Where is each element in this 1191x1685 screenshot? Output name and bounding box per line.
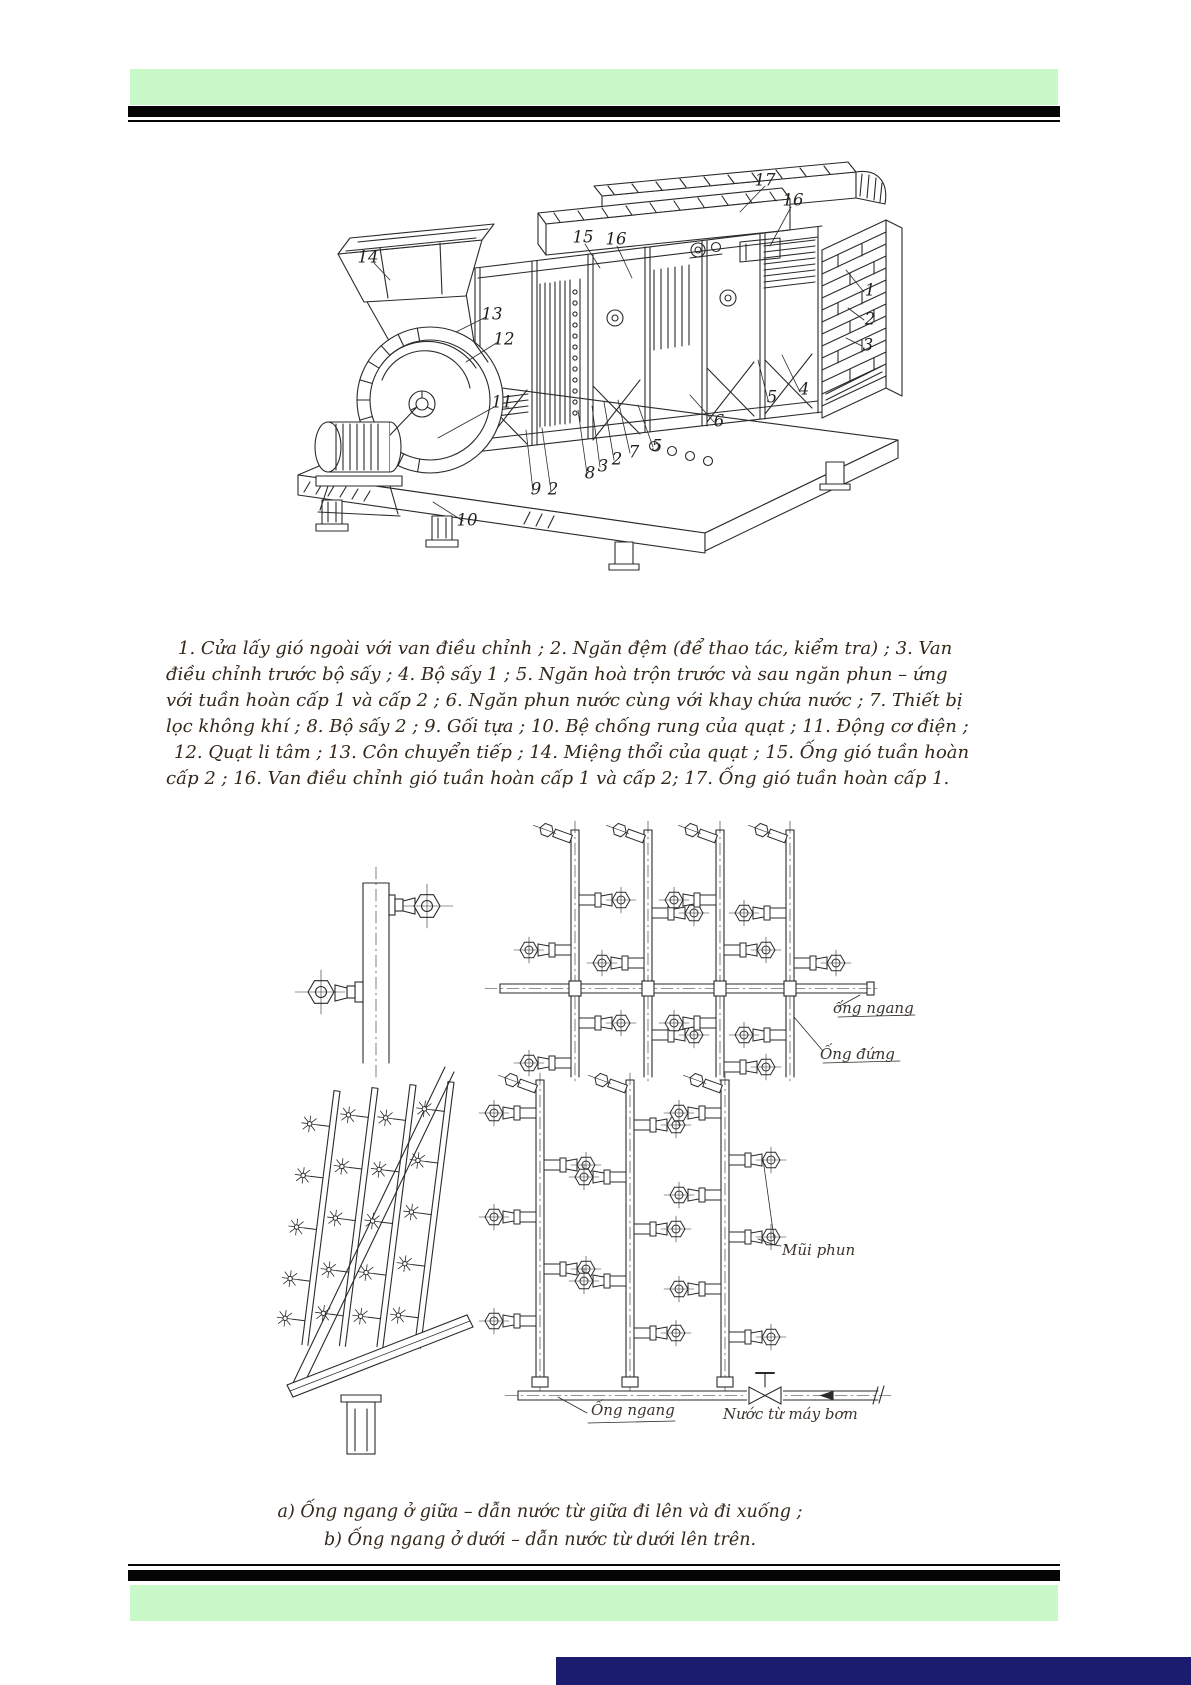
figure-spray-pipes-bottom [275,1065,935,1465]
part-number-callout: 2 [547,479,559,499]
part-number-callout: 6 [713,411,725,431]
part-number-callout: 12 [493,329,515,349]
figure-caption-ab [140,1498,940,1554]
pipe-label: ống ngang [833,999,914,1017]
part-number-callout: 16 [605,229,627,249]
caption-line-a: a) Ống ngang ở giữa – dẫn nước từ giữa đi lên và đi xuống ; [277,1502,803,1522]
part-number-callout: 14 [357,247,379,267]
part-number-callout: 3 [597,456,609,476]
pipe-label: Mũi phun [782,1241,856,1259]
part-number-callout: 13 [481,304,503,324]
top-black-rule [128,106,1060,117]
bottom-green-rule [130,1585,1058,1621]
figure-air-handling-unit [270,150,910,580]
part-number-callout: 9 [530,479,542,499]
bottom-navy-bar [556,1657,1191,1685]
part-number-callout: 17 [754,170,776,190]
caption-line: 12. Quạt li tâm ; 13. Côn chuyển tiếp ; 14. Miệng thổi của quạt ; 15. Ống gió tuần hoàn [174,742,970,763]
part-number-callout: 2 [864,309,876,329]
bottom-thin-rule [128,1564,1060,1566]
top-thin-rule [128,120,1060,122]
caption-line-b: b) Ống ngang ở dưới – dẫn nước từ dưới lên trên. [323,1530,757,1550]
part-number-callout: 2 [611,449,623,469]
part-number-callout: 10 [456,510,478,530]
pipe-label: Nước từ máy bơm [723,1405,858,1423]
caption-line: điều chỉnh trước bộ sấy ; 4. Bộ sấy 1 ; 5. Ngăn hoà trộn trước và sau ngăn phun – ứng [166,664,948,685]
part-number-callout: 5 [651,436,663,456]
figure-spray-pipes-middle [275,805,935,1105]
part-number-callout: 5 [766,387,778,407]
pipe-label: Ống ngang [591,1401,675,1419]
bottom-black-rule [128,1570,1060,1581]
part-number-callout: 8 [584,463,596,483]
pipe-label: Ống đứng [820,1045,895,1063]
part-number-callout: 11 [491,392,513,412]
top-green-rule [130,69,1058,105]
part-number-callout: 1 [864,280,876,300]
caption-line: với tuần hoàn cấp 1 và cấp 2 ; 6. Ngăn phun nước cùng với khay chứa nước ; 7. Thiết bị [166,690,963,711]
caption-line: lọc không khí ; 8. Bộ sấy 2 ; 9. Gối tựa ; 10. Bệ chống rung của quạt ; 11. Động cơ điện ; [166,716,969,737]
part-number-callout: 3 [862,335,874,355]
part-number-callout: 16 [782,190,804,210]
part-number-callout: 4 [798,379,810,399]
part-number-callout: 7 [628,442,640,462]
caption-line: cấp 2 ; 16. Van điều chỉnh gió tuần hoàn cấp 1 và cấp 2; 17. Ống gió tuần hoàn cấp 1. [166,768,950,789]
part-number-callout: 15 [572,227,594,247]
caption-line: 1. Cửa lấy gió ngoài với van điều chỉnh ; 2. Ngăn đệm (để thao tác, kiểm tra) ; 3. Van [178,638,953,659]
figure-caption-list [166,636,970,792]
